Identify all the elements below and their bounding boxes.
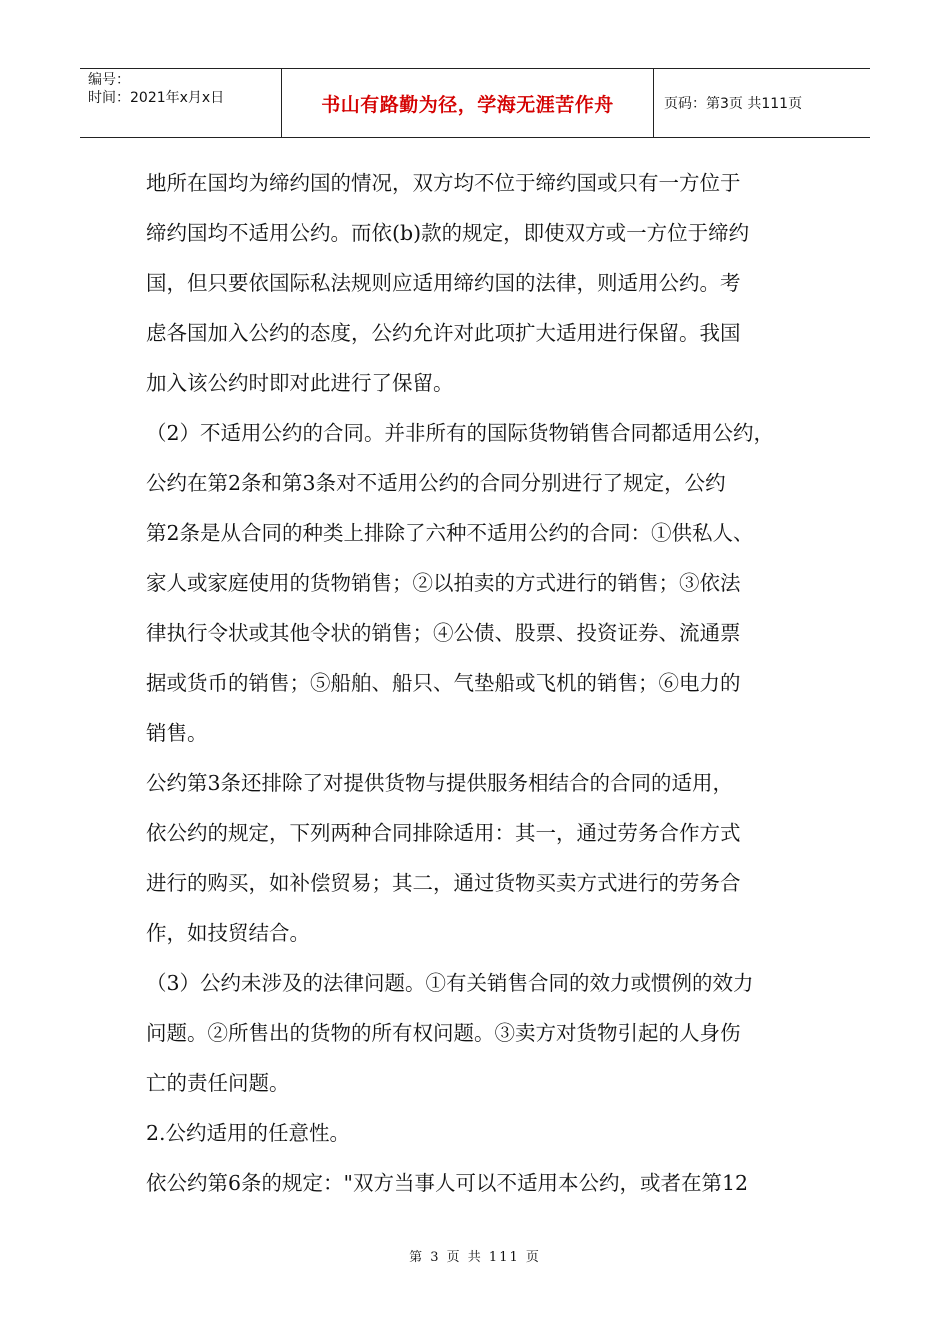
body-line: 缔约国均不适用公约。而依(b)款的规定，即使双方或一方位于缔约 bbox=[146, 221, 750, 245]
body-line: 问题。②所售出的货物的所有权问题。③卖方对货物引起的人身伤 bbox=[146, 1021, 741, 1045]
page-header bbox=[80, 68, 870, 138]
body-line: 公约在第2条和第3条对不适用公约的合同分别进行了规定，公约 bbox=[146, 471, 726, 495]
body-line: 进行的购买，如补偿贸易；其二，通过货物买卖方式进行的劳务合 bbox=[146, 871, 741, 895]
body-line: 亡的责任问题。 bbox=[146, 1071, 290, 1095]
body-line: 依公约的规定，下列两种合同排除适用：其一，通过劳务合作方式 bbox=[146, 821, 741, 845]
body-line: 2.公约适用的任意性。 bbox=[146, 1121, 351, 1145]
footer-page-number: 第 3 页 共 111 页 bbox=[409, 1250, 541, 1265]
header-meta-cell bbox=[80, 69, 282, 137]
document-body bbox=[146, 158, 826, 1208]
header-motto-cell bbox=[282, 69, 654, 137]
body-line: （2）不适用公约的合同。并非所有的国际货物销售合同都适用公约， bbox=[146, 421, 775, 445]
body-line: 作，如技贸结合。 bbox=[146, 921, 310, 945]
document-number-label: 编号： bbox=[88, 72, 130, 88]
body-line: （3）公约未涉及的法律问题。①有关销售合同的效力或惯例的效力 bbox=[146, 971, 754, 995]
body-line: 据或货币的销售；⑤船舶、船只、气垫船或飞机的销售；⑥电力的 bbox=[146, 671, 741, 695]
header-motto: 书山有路勤为径，学海无涯苦作舟 bbox=[321, 93, 614, 116]
body-line: 国，但只要依国际私法规则应适用缔约国的法律，则适用公约。考 bbox=[146, 271, 741, 295]
body-line: 律执行令状或其他令状的销售；④公债、股票、投资证券、流通票 bbox=[146, 621, 741, 645]
header-page-label: 页码：第3页 共111页 bbox=[664, 96, 803, 112]
body-line: 公约第3条还排除了对提供货物与提供服务相结合的合同的适用， bbox=[146, 771, 734, 795]
document-date-label: 时间：2021年x月x日 bbox=[88, 90, 225, 106]
body-line: 地所在国均为缔约国的情况，双方均不位于缔约国或只有一方位于 bbox=[146, 171, 741, 195]
body-line: 虑各国加入公约的态度，公约允许对此项扩大适用进行保留。我国 bbox=[146, 321, 741, 345]
body-line: 家人或家庭使用的货物销售；②以拍卖的方式进行的销售；③依法 bbox=[146, 571, 741, 595]
page-footer bbox=[0, 1246, 950, 1265]
body-line: 依公约第6条的规定："双方当事人可以不适用本公约，或者在第12 bbox=[146, 1171, 749, 1195]
body-line: 销售。 bbox=[146, 721, 208, 745]
body-line: 第2条是从合同的种类上排除了六种不适用公约的合同：①供私人、 bbox=[146, 521, 754, 545]
header-page-cell bbox=[654, 69, 870, 137]
body-line: 加入该公约时即对此进行了保留。 bbox=[146, 371, 454, 395]
